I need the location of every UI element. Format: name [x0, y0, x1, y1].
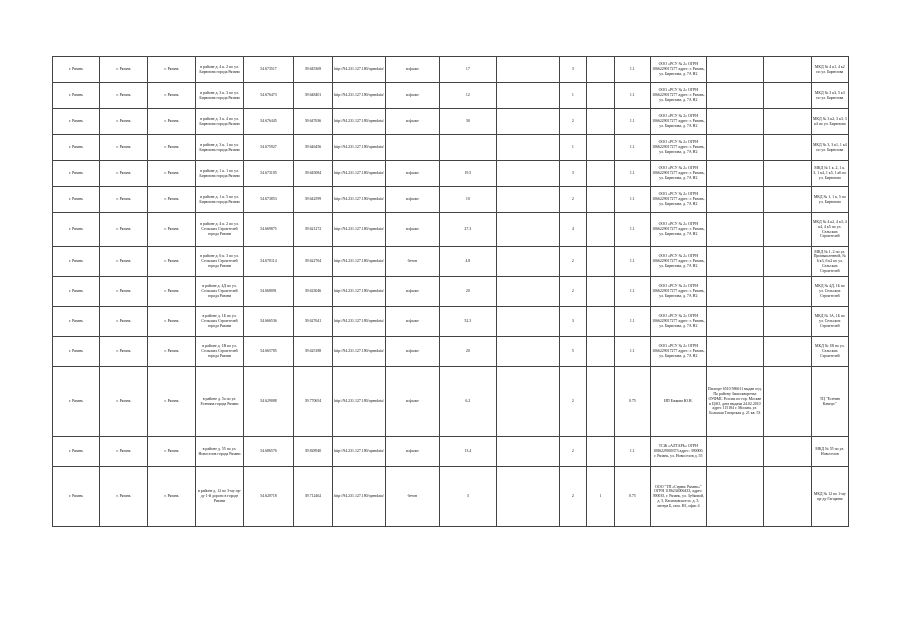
area-cell: 17 — [439, 57, 496, 83]
served-buildings-cell: ТЦ "Есенин Кампус" — [811, 367, 848, 437]
city-cell: г. Рязань — [148, 277, 196, 307]
extra-cell — [763, 467, 811, 527]
table-row — [53, 307, 849, 337]
area-cell: 12 — [439, 83, 496, 109]
latitude-cell: 54.620718 — [244, 467, 294, 527]
city-cell: г. Рязань — [148, 135, 196, 161]
owner-details-cell — [706, 57, 763, 83]
count-b-cell: 2 — [559, 109, 586, 135]
longitude-cell: 39.622764 — [294, 247, 333, 277]
volume-cell: 1.1 — [614, 135, 650, 161]
owner-details-cell: Паспорт 6510 586611 выдан отд. По району Замоскворечье ОУФМС России по гор. Москве в ЦАО, дата выдачи 24.02.2010 адрес 115184 г. Москва, ул. Большая Татарская д. 21 кв. 53 — [706, 367, 763, 437]
owner-details-cell — [706, 437, 763, 467]
count-b-cell: 3 — [559, 57, 586, 83]
map-url-cell: http://94.231.127.180/opendata/ — [333, 109, 386, 135]
longitude-cell: 39.621272 — [294, 213, 333, 247]
latitude-cell: 54.665785 — [244, 337, 294, 367]
surface-cell: асфальт — [385, 83, 439, 109]
extra-cell — [763, 367, 811, 437]
city-cell: г. Рязань — [148, 437, 196, 467]
served-buildings-cell: МКД № 1, 2 по ул. Промышленной, № 6 к3, 6 к2 по ул. Сельских Строителей — [811, 247, 848, 277]
owner-cell: ИП Ежкова Ю.Н. — [650, 367, 706, 437]
extra-cell — [763, 83, 811, 109]
city-cell: г. Рязань — [148, 467, 196, 527]
count-c-cell — [586, 307, 614, 337]
city-cell: г. Рязань — [148, 337, 196, 367]
surface-cell: асфальт — [385, 161, 439, 187]
extra-cell — [763, 247, 811, 277]
longitude-cell: 39.646456 — [294, 135, 333, 161]
volume-cell: 1.1 — [614, 187, 650, 213]
volume-cell: 1.1 — [614, 277, 650, 307]
district-cell: г. Рязань — [100, 467, 148, 527]
district-cell: г. Рязань — [100, 83, 148, 109]
city-cell: г. Рязань — [148, 213, 196, 247]
map-url-cell: http://94.231.127.180/opendata/ — [333, 83, 386, 109]
surface-cell: асфальт — [385, 109, 439, 135]
extra-cell — [763, 307, 811, 337]
surface-cell: асфальт — [385, 277, 439, 307]
latitude-cell: 54.629088 — [244, 367, 294, 437]
district-cell: г. Рязань — [100, 437, 148, 467]
latitude-cell: 54.673105 — [244, 161, 294, 187]
city-cell: г. Рязань — [148, 367, 196, 437]
area-cell: 27.3 — [439, 213, 496, 247]
district-cell: г. Рязань — [100, 135, 148, 161]
district-cell: г. Рязань — [100, 337, 148, 367]
map-url-cell: http://94.231.127.180/opendata/ — [333, 277, 386, 307]
longitude-cell: 39.642599 — [294, 187, 333, 213]
count-b-cell: 4 — [559, 213, 586, 247]
city-cell: г. Рязань — [148, 307, 196, 337]
count-a-cell — [496, 337, 559, 367]
surface-cell: асфальт — [385, 437, 439, 467]
surface-cell: бетон — [385, 467, 439, 527]
district-cell: г. Рязань — [100, 109, 148, 135]
served-buildings-cell: МКД № 4 к2, 4 к3, 4 к4, 4 к5 по ул. Сельских Строителей — [811, 213, 848, 247]
location-cell: в районе д. 12 по 3-му пр-ду 1-й дороги в городе Рязани — [196, 467, 244, 527]
table-row — [53, 247, 849, 277]
map-url-cell: http://94.231.127.180/opendata/ — [333, 187, 386, 213]
map-url-cell: http://94.231.127.180/opendata/ — [333, 307, 386, 337]
owner-cell: ООО «РСУ № 2» ОГРН 1066229017277 адрес: г. Рязань, ул. Бирюзова, д. 7А Н2 — [650, 277, 706, 307]
count-b-cell: 2 — [559, 187, 586, 213]
map-url-cell: http://94.231.127.180/opendata/ — [333, 213, 386, 247]
location-cell: в районе д. 4Д по ул. Сельских Строителей города Рязани — [196, 277, 244, 307]
owner-cell: ООО «РСУ № 2» ОГРН 1066229017277 адрес: г. Рязань, ул. Бирюзова, д. 7А Н2 — [650, 57, 706, 83]
owner-details-cell — [706, 161, 763, 187]
district-cell: г. Рязань — [100, 247, 148, 277]
extra-cell — [763, 437, 811, 467]
longitude-cell: 39.627641 — [294, 307, 333, 337]
district-cell: г. Рязань — [100, 307, 148, 337]
area-cell: 20 — [439, 337, 496, 367]
count-a-cell — [496, 57, 559, 83]
table-row — [53, 83, 849, 109]
area-cell: 52.3 — [439, 307, 496, 337]
location-cell: в районе д. 4 к. 2 по ул. Сельских Строителей города Рязани — [196, 213, 244, 247]
settlement-cell: г. Рязань — [53, 109, 100, 135]
settlement-cell: г. Рязань — [53, 161, 100, 187]
count-b-cell: 3 — [559, 161, 586, 187]
count-c-cell — [586, 213, 614, 247]
location-cell: в районе д. 4 к. 2 по ул. Бирюзова города Рязани — [196, 57, 244, 83]
volume-cell: 1.1 — [614, 161, 650, 187]
count-a-cell — [496, 161, 559, 187]
extra-cell — [763, 57, 811, 83]
extra-cell — [763, 337, 811, 367]
count-a-cell — [496, 109, 559, 135]
volume-cell: 0.75 — [614, 467, 650, 527]
served-buildings-cell: МКД № 1 к. 2, 1 к. 3, 1 к4, 1 к5, 1 к6 по ул. Бирюзова — [811, 161, 848, 187]
extra-cell — [763, 135, 811, 161]
latitude-cell: 54.670114 — [244, 247, 294, 277]
served-buildings-cell: МКД № 4Д, 1Б по ул. Сельских Строителей — [811, 277, 848, 307]
longitude-cell: 39.828940 — [294, 437, 333, 467]
count-a-cell — [496, 247, 559, 277]
location-cell: в районе д. 6 к. 3 по ул. Сельских Строителей города Рязани — [196, 247, 244, 277]
served-buildings-cell: МКД № 1В по ул. Сельских Строителей — [811, 337, 848, 367]
count-c-cell — [586, 109, 614, 135]
table-row — [53, 337, 849, 367]
surface-cell: асфальт — [385, 367, 439, 437]
longitude-cell: 39.770654 — [294, 367, 333, 437]
owner-cell: ООО «РСУ № 2» ОГРН 1066229017277 адрес: г. Рязань, ул. Бирюзова, д. 7А Н2 — [650, 109, 706, 135]
volume-cell: 1.1 — [614, 109, 650, 135]
count-b-cell: 2 — [559, 467, 586, 527]
settlement-cell: г. Рязань — [53, 83, 100, 109]
owner-cell: ООО «РСУ № 2» ОГРН 1066229017277 адрес: г. Рязань, ул. Бирюзова, д. 7А Н2 — [650, 307, 706, 337]
table-row — [53, 109, 849, 135]
count-b-cell: 2 — [559, 277, 586, 307]
table-row — [53, 161, 849, 187]
served-buildings-cell: МКД № 3 к3, 5 к3 по ул. Бирюзова — [811, 83, 848, 109]
latitude-cell: 54.673517 — [244, 57, 294, 83]
count-a-cell — [496, 187, 559, 213]
area-cell: 19.5 — [439, 161, 496, 187]
area-cell: 4.8 — [439, 247, 496, 277]
owner-details-cell — [706, 337, 763, 367]
surface-cell — [385, 135, 439, 161]
table-row — [53, 213, 849, 247]
city-cell: г. Рязань — [148, 57, 196, 83]
district-cell: г. Рязань — [100, 213, 148, 247]
owner-cell: ООО «РСУ № 2» ОГРН 1066229017277 адрес: г. Рязань, ул. Бирюзова, д. 7А Н2 — [650, 135, 706, 161]
volume-cell: 1.1 — [614, 337, 650, 367]
longitude-cell: 39.645369 — [294, 57, 333, 83]
settlement-cell: г. Рязань — [53, 367, 100, 437]
location-cell: в районе д. 1Б по ул. Сельских Строителей города Рязани — [196, 307, 244, 337]
volume-cell: 1.1 — [614, 307, 650, 337]
area-cell: 3 — [439, 467, 496, 527]
city-cell: г. Рязань — [148, 187, 196, 213]
table-row — [53, 187, 849, 213]
count-c-cell — [586, 367, 614, 437]
surface-cell: асфальт — [385, 307, 439, 337]
count-c-cell — [586, 57, 614, 83]
count-c-cell — [586, 337, 614, 367]
count-b-cell: 3 — [559, 307, 586, 337]
latitude-cell: 54.668091 — [244, 277, 294, 307]
count-c-cell — [586, 83, 614, 109]
owner-cell: ООО «РСУ № 2» ОГРН 1066229017277 адрес: г. Рязань, ул. Бирюзова, д. 7А Н2 — [650, 187, 706, 213]
owner-details-cell — [706, 467, 763, 527]
volume-cell: 1.1 — [614, 213, 650, 247]
city-cell: г. Рязань — [148, 247, 196, 277]
volume-cell: 1.1 — [614, 83, 650, 109]
location-cell: в районе д. 1 к. 1 по ул. Бирюзова города Рязани — [196, 161, 244, 187]
count-c-cell — [586, 437, 614, 467]
settlement-cell: г. Рязань — [53, 57, 100, 83]
owner-cell: ООО «РСУ № 2» ОГРН 1066229017277 адрес: г. Рязань, ул. Бирюзова, д. 7А Н2 — [650, 337, 706, 367]
district-cell: г. Рязань — [100, 187, 148, 213]
surface-cell: асфальт — [385, 337, 439, 367]
count-b-cell: 1 — [559, 135, 586, 161]
count-a-cell — [496, 213, 559, 247]
map-url-cell: http://94.231.127.180/opendata/ — [333, 247, 386, 277]
area-cell — [439, 135, 496, 161]
count-a-cell — [496, 367, 559, 437]
settlement-cell: г. Рязань — [53, 247, 100, 277]
latitude-cell: 54.666536 — [244, 307, 294, 337]
district-cell: г. Рязань — [100, 57, 148, 83]
served-buildings-cell: МКД № 12 по 1-му пр-ду Гагарина — [811, 467, 848, 527]
owner-cell: ООО «РСУ № 2» ОГРН 1066229017277 адрес: г. Рязань, ул. Бирюзова, д. 7А Н2 — [650, 83, 706, 109]
district-cell: г. Рязань — [100, 161, 148, 187]
owner-cell: ООО "ТП «Сервис Рязань»" ОГРН 1186234006433, адрес: 390035, г. Рязань, ул. Зубковой, д. 5, Касимовское ш. д. 5, литера Б, пом. Н1, офис 4 — [650, 467, 706, 527]
served-buildings-cell: МКД № 4 к1, 4 к2 по ул. Бирюзова — [811, 57, 848, 83]
district-cell: г. Рязань — [100, 367, 148, 437]
settlement-cell: г. Рязань — [53, 437, 100, 467]
served-buildings-cell: МКД № 3, 3 к1, 1 к4 по ул. Бирюзова — [811, 135, 848, 161]
settlement-cell: г. Рязань — [53, 135, 100, 161]
volume-cell: 1.1 — [614, 57, 650, 83]
map-url-cell: http://94.231.127.180/opendata/ — [333, 57, 386, 83]
owner-details-cell — [706, 83, 763, 109]
volume-cell: 1.1 — [614, 437, 650, 467]
served-buildings-cell: МКД № 1А, 1Б по ул. Сельских Строителей — [811, 307, 848, 337]
map-url-cell: http://94.231.127.180/opendata/ — [333, 337, 386, 367]
latitude-cell: 54.675927 — [244, 135, 294, 161]
count-a-cell — [496, 437, 559, 467]
count-a-cell — [496, 277, 559, 307]
owner-details-cell — [706, 213, 763, 247]
count-a-cell — [496, 467, 559, 527]
table-row — [53, 57, 849, 83]
settlement-cell: г. Рязань — [53, 337, 100, 367]
extra-cell — [763, 277, 811, 307]
waste-sites-register-table — [52, 56, 849, 527]
location-cell: в районе д. 1 к. 5 по ул. Бирюзова города Рязани — [196, 187, 244, 213]
latitude-cell: 54.673853 — [244, 187, 294, 213]
location-cell: в районе д. 3 к. 1 по ул. Бирюзова города Рязани — [196, 135, 244, 161]
count-b-cell: 1 — [559, 83, 586, 109]
settlement-cell: г. Рязань — [53, 187, 100, 213]
longitude-cell: 39.645084 — [294, 161, 333, 187]
longitude-cell: 39.625188 — [294, 337, 333, 367]
count-b-cell: 2 — [559, 367, 586, 437]
city-cell: г. Рязань — [148, 109, 196, 135]
area-cell: 20 — [439, 277, 496, 307]
surface-cell: асфальт — [385, 213, 439, 247]
count-b-cell: 5 — [559, 337, 586, 367]
count-c-cell — [586, 277, 614, 307]
latitude-cell: 54.676445 — [244, 109, 294, 135]
location-cell: в районе д. 3 к. 4 по ул. Бирюзова города Рязани — [196, 109, 244, 135]
longitude-cell: 39.648401 — [294, 83, 333, 109]
settlement-cell: г. Рязань — [53, 213, 100, 247]
location-cell: в районе д. 1В по ул. Сельских Строителей города Рязани — [196, 337, 244, 367]
city-cell: г. Рязань — [148, 161, 196, 187]
latitude-cell: 54.676473 — [244, 83, 294, 109]
settlement-cell: г. Рязань — [53, 277, 100, 307]
location-cell: в районе д. 55 по ул. Новоселов города Рязани — [196, 437, 244, 467]
latitude-cell: 54.686576 — [244, 437, 294, 467]
latitude-cell: 54.669875 — [244, 213, 294, 247]
owner-cell: ООО «РСУ № 2» ОГРН 1066229017277 адрес: г. Рязань, ул. Бирюзова, д. 7А Н2 — [650, 247, 706, 277]
count-c-cell — [586, 187, 614, 213]
location-cell: в районе д. 5а по ул. Есенина города Рязани — [196, 367, 244, 437]
table-row — [53, 277, 849, 307]
served-buildings-cell: МКД № 1, 1 к, 5 по ул. Бирюзова — [811, 187, 848, 213]
owner-details-cell — [706, 187, 763, 213]
owner-details-cell — [706, 109, 763, 135]
location-cell: в районе д. 3 к. 3 по ул. Бирюзова города Рязани — [196, 83, 244, 109]
owner-details-cell — [706, 247, 763, 277]
owner-cell: ООО «РСУ № 2» ОГРН 1066229017277 адрес: г. Рязань, ул. Бирюзова, д. 7А Н2 — [650, 161, 706, 187]
surface-cell: асфальт — [385, 187, 439, 213]
count-b-cell: 2 — [559, 437, 586, 467]
district-cell: г. Рязань — [100, 277, 148, 307]
area-cell: 10 — [439, 187, 496, 213]
surface-cell: бетон — [385, 247, 439, 277]
owner-details-cell — [706, 135, 763, 161]
settlement-cell: г. Рязань — [53, 467, 100, 527]
extra-cell — [763, 161, 811, 187]
city-cell: г. Рязань — [148, 83, 196, 109]
count-a-cell — [496, 135, 559, 161]
map-url-cell: http://94.231.127.180/opendata/ — [333, 161, 386, 187]
map-url-cell: http://94.231.127.180/opendata/ — [333, 367, 386, 437]
count-c-cell: 1 — [586, 467, 614, 527]
extra-cell — [763, 109, 811, 135]
area-cell: 6.2 — [439, 367, 496, 437]
volume-cell: 0.75 — [614, 367, 650, 437]
count-b-cell: 2 — [559, 247, 586, 277]
count-c-cell — [586, 161, 614, 187]
count-a-cell — [496, 307, 559, 337]
table-row — [53, 367, 849, 437]
owner-cell: ООО «РСУ № 2» ОГРН 1066229017277 адрес: г. Рязань, ул. Бирюзова, д. 7А Н2 — [650, 213, 706, 247]
map-url-cell: http://94.231.127.180/opendata/ — [333, 467, 386, 527]
settlement-cell: г. Рязань — [53, 307, 100, 337]
table-row — [53, 437, 849, 467]
owner-details-cell — [706, 277, 763, 307]
extra-cell — [763, 187, 811, 213]
count-c-cell — [586, 135, 614, 161]
extra-cell — [763, 213, 811, 247]
table-row — [53, 467, 849, 527]
area-cell: 30 — [439, 109, 496, 135]
area-cell: 13.4 — [439, 437, 496, 467]
count-c-cell — [586, 247, 614, 277]
longitude-cell: 39.712462 — [294, 467, 333, 527]
longitude-cell: 39.623046 — [294, 277, 333, 307]
map-url-cell: http://94.231.127.180/opendata/ — [333, 437, 386, 467]
volume-cell: 1.1 — [614, 247, 650, 277]
served-buildings-cell: МКД № 3 к2, 3 к3, 3 к4 по ул. Бирюзова — [811, 109, 848, 135]
map-url-cell: http://94.231.127.180/opendata/ — [333, 135, 386, 161]
owner-details-cell — [706, 307, 763, 337]
owner-cell: ТСЖ «АЛТАРЬ» ОГРН 1086229000373 адрес: 390000, г. Рязань, ул. Новоселов д. 55 — [650, 437, 706, 467]
table-row — [53, 135, 849, 161]
served-buildings-cell: МКД № 55 по ул. Новоселов — [811, 437, 848, 467]
surface-cell: асфальт — [385, 57, 439, 83]
longitude-cell: 39.647636 — [294, 109, 333, 135]
count-a-cell — [496, 83, 559, 109]
